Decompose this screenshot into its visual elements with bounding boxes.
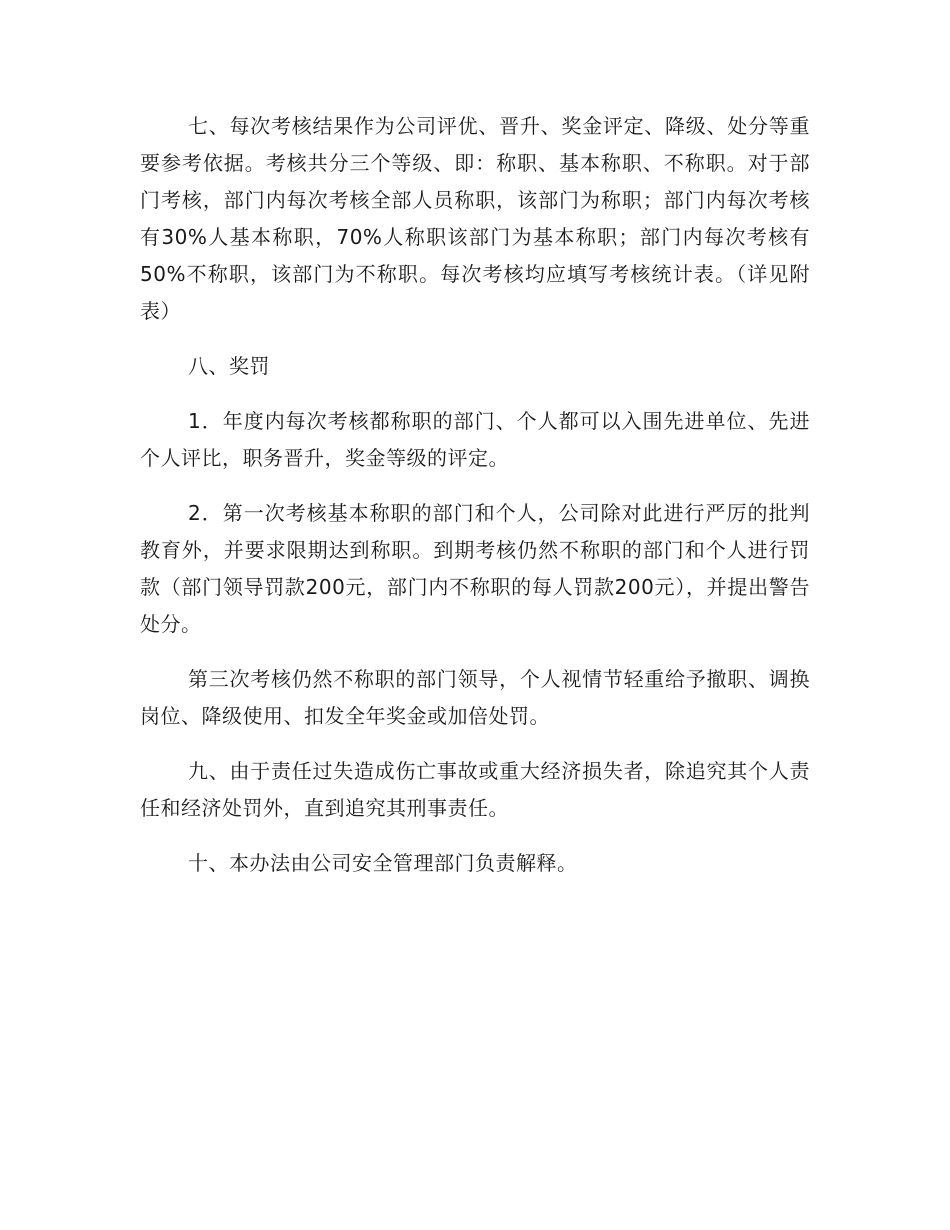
section-heading-rewards-penalties: 八、奖罚 (188, 354, 270, 378)
paragraph-evaluation-results: 七、每次考核结果作为公司评优、晋升、奖金评定、降级、处分等重要参考依据。考核共分三个等级、即：称职、基本称职、不称职。对于部门考核，部门内每次考核全部人员称职，该部门为称职；部门内每次考核有30%人基本称职，70%人称职该部门为基本称职；部门内每次考核有50%不称职，该部门为不称职。每次考核均应填写考核统计表。（详见附表） (140, 114, 810, 323)
paragraph-liability: 九、由于责任过失造成伤亡事故或重大经济损失者，除追究其个人责任和经济处罚外，直到追究其刑事责任。 (140, 759, 810, 820)
paragraph-interpretation: 十、本办法由公司安全管理部门负责解释。 (188, 851, 578, 875)
paragraph-third-evaluation: 第三次考核仍然不称职的部门领导，个人视情节轻重给予撤职、调换岗位、降级使用、扣发全年奖金或加倍处罚。 (140, 667, 810, 728)
paragraph-penalties: 2．第一次考核基本称职的部门和个人，公司除对此进行严厉的批判教育外，并要求限期达到称职。到期考核仍然不称职的部门和个人进行罚款（部门领导罚款200元，部门内不称职的每人罚款200元），并提出警告处分。 (140, 501, 810, 636)
paragraph-rewards: 1．年度内每次考核都称职的部门、个人都可以入围先进单位、先进个人评比，职务晋升，奖金等级的评定。 (140, 409, 810, 470)
document-body (140, 108, 810, 900)
